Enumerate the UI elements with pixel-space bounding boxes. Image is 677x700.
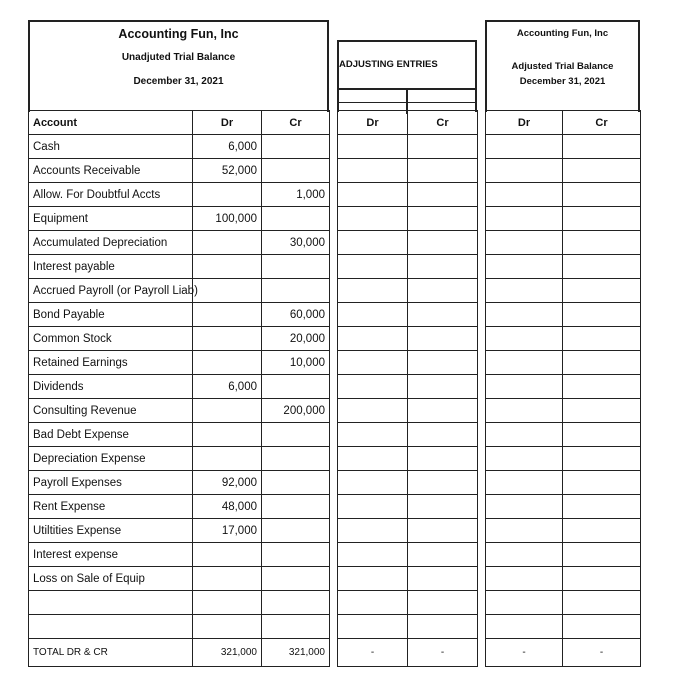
adjusting-dr-cell[interactable] [338, 351, 408, 375]
table-row [29, 495, 330, 519]
adjusting-title: ADJUSTING ENTRIES [339, 59, 438, 70]
adjusting-dr-cell[interactable] [338, 183, 408, 207]
unadjusted-cr-cell [262, 255, 330, 279]
unadjusted-cr-cell [262, 471, 330, 495]
table-row [486, 447, 641, 471]
adjusting-header [337, 40, 477, 112]
adjusted-dr-cell[interactable] [486, 447, 563, 471]
account-name: Common Stock [29, 327, 193, 351]
left-report-date: December 31, 2021 [133, 76, 224, 87]
adjusted-cr-cell[interactable] [563, 447, 641, 471]
adjusting-cr-cell[interactable] [408, 135, 478, 159]
table-row [29, 207, 330, 231]
account-name: Rent Expense [29, 495, 193, 519]
table-row [486, 183, 641, 207]
adjusting-cr-cell[interactable] [408, 567, 478, 591]
account-name [29, 615, 193, 639]
table-row [338, 567, 478, 591]
table-row [486, 471, 641, 495]
table-row [486, 423, 641, 447]
unadjusted-cr-cell [262, 591, 330, 615]
adj-cr-header: Cr [408, 111, 478, 135]
adjusted-dr-cell[interactable] [486, 135, 563, 159]
table-row [338, 399, 478, 423]
adjusting-cr-cell[interactable] [408, 543, 478, 567]
adjusted-dr-cell[interactable] [486, 543, 563, 567]
adjusted-total-cr: - [563, 639, 641, 667]
right-report-title: Adjusted Trial Balance [511, 61, 614, 72]
table-row [29, 327, 330, 351]
adjusting-dr-cell[interactable] [338, 591, 408, 615]
adjusting-cr-cell[interactable] [408, 471, 478, 495]
unadjusted-cr-cell: 10,000 [262, 351, 330, 375]
adjusting-cr-cell[interactable] [408, 591, 478, 615]
adjusted-cr-cell[interactable] [563, 279, 641, 303]
unadjusted-dr-cell [193, 615, 262, 639]
unadjusted-header [28, 20, 329, 112]
account-name: Dividends [29, 375, 193, 399]
adjusted-dr-cell[interactable] [486, 423, 563, 447]
adjusting-total-dr: - [338, 639, 408, 667]
left-cr-header: Cr [262, 111, 330, 135]
table-row [29, 255, 330, 279]
adjusted-cr-cell[interactable] [563, 471, 641, 495]
unadjusted-dr-cell: 6,000 [193, 135, 262, 159]
account-name: Equipment [29, 207, 193, 231]
right-column-headers [486, 111, 641, 135]
adjusting-dr-cell[interactable] [338, 567, 408, 591]
adjusted-dr-cell[interactable] [486, 471, 563, 495]
table-row [486, 375, 641, 399]
table-row [486, 399, 641, 423]
adjusted-cr-cell[interactable] [563, 303, 641, 327]
table-row [338, 447, 478, 471]
totals-row [486, 639, 641, 667]
adjusted-cr-cell[interactable] [563, 255, 641, 279]
adjusted-cr-cell[interactable] [563, 423, 641, 447]
adjusted-dr-cell[interactable] [486, 255, 563, 279]
table-row [29, 351, 330, 375]
account-name: Bond Payable [29, 303, 193, 327]
adjusting-dr-cell[interactable] [338, 207, 408, 231]
adjusting-cr-cell[interactable] [408, 279, 478, 303]
table-row [338, 519, 478, 543]
account-name: Consulting Revenue [29, 399, 193, 423]
account-name: Utiltities Expense [29, 519, 193, 543]
adjusted-cr-cell[interactable] [563, 495, 641, 519]
adjusting-cr-cell[interactable] [408, 519, 478, 543]
table-row [338, 255, 478, 279]
table-row [29, 183, 330, 207]
table-row [486, 279, 641, 303]
table-row [486, 207, 641, 231]
adjusting-dr-cell[interactable] [338, 399, 408, 423]
adjusted-cr-cell[interactable] [563, 399, 641, 423]
totals-row [338, 639, 478, 667]
table-row [338, 591, 478, 615]
table-row [338, 207, 478, 231]
unadjusted-cr-cell [262, 495, 330, 519]
unadjusted-cr-cell [262, 567, 330, 591]
adjusting-cr-cell[interactable] [408, 375, 478, 399]
atb-dr-header: Dr [486, 111, 563, 135]
adjusted-dr-cell[interactable] [486, 231, 563, 255]
unadjusted-cr-cell: 30,000 [262, 231, 330, 255]
adjusted-cr-cell[interactable] [563, 207, 641, 231]
adjusting-cr-cell[interactable] [408, 303, 478, 327]
table-row [29, 159, 330, 183]
adjusted-cr-cell[interactable] [563, 519, 641, 543]
unadjusted-trial-balance-table [28, 110, 330, 667]
unadjusted-dr-cell: 100,000 [193, 207, 262, 231]
account-name: Bad Debt Expense [29, 423, 193, 447]
table-row [486, 135, 641, 159]
adjusted-cr-cell[interactable] [563, 615, 641, 639]
adjusting-dr-cell[interactable] [338, 135, 408, 159]
mid-column-headers [338, 111, 478, 135]
table-row [338, 543, 478, 567]
adjusted-cr-cell[interactable] [563, 591, 641, 615]
table-row [338, 471, 478, 495]
table-row [486, 615, 641, 639]
adjusting-cr-cell[interactable] [408, 447, 478, 471]
account-name: Accumulated Depreciation [29, 231, 193, 255]
account-name [29, 591, 193, 615]
unadjusted-dr-cell [193, 327, 262, 351]
unadjusted-dr-cell [193, 351, 262, 375]
adjusted-dr-cell[interactable] [486, 615, 563, 639]
table-row [29, 231, 330, 255]
adjusting-cr-cell[interactable] [408, 183, 478, 207]
adjusting-cr-cell[interactable] [408, 351, 478, 375]
account-name: Loss on Sale of Equip [29, 567, 193, 591]
unadjusted-dr-cell [193, 279, 262, 303]
adjusted-dr-cell[interactable] [486, 327, 563, 351]
adjusted-cr-cell[interactable] [563, 183, 641, 207]
table-row [486, 591, 641, 615]
table-row [29, 279, 330, 303]
unadjusted-cr-cell [262, 615, 330, 639]
right-company-name: Accounting Fun, Inc [516, 28, 609, 39]
unadjusted-dr-cell [193, 447, 262, 471]
adjusted-cr-cell[interactable] [563, 231, 641, 255]
table-row [338, 279, 478, 303]
adjusting-dr-cell[interactable] [338, 231, 408, 255]
adjusted-cr-cell[interactable] [563, 327, 641, 351]
adjusting-dr-cell[interactable] [338, 255, 408, 279]
adjusting-total-cr: - [408, 639, 478, 667]
table-row [29, 471, 330, 495]
adjusted-dr-cell[interactable] [486, 207, 563, 231]
adjusting-entries-table [337, 110, 478, 667]
table-row [338, 183, 478, 207]
adjusted-dr-cell[interactable] [486, 567, 563, 591]
table-row [338, 615, 478, 639]
table-row [486, 543, 641, 567]
atb-cr-header: Cr [563, 111, 641, 135]
adjusted-dr-cell[interactable] [486, 303, 563, 327]
adjusting-cr-cell[interactable] [408, 327, 478, 351]
adjusting-cr-cell[interactable] [408, 399, 478, 423]
adj-dr-header: Dr [338, 111, 408, 135]
unadjusted-cr-cell [262, 375, 330, 399]
adjusted-total-dr: - [486, 639, 563, 667]
unadjusted-dr-cell [193, 183, 262, 207]
adjusting-dr-cell[interactable] [338, 543, 408, 567]
table-row [338, 351, 478, 375]
adjusted-dr-cell[interactable] [486, 519, 563, 543]
table-row [486, 159, 641, 183]
adjusting-dr-cell[interactable] [338, 375, 408, 399]
left-company-name: Accounting Fun, Inc [118, 27, 239, 41]
adjusted-dr-cell[interactable] [486, 399, 563, 423]
account-name: Allow. For Doubtful Accts [29, 183, 193, 207]
account-name: Depreciation Expense [29, 447, 193, 471]
table-row [486, 351, 641, 375]
account-name: Interest payable [29, 255, 193, 279]
unadjusted-dr-cell [193, 543, 262, 567]
table-row [29, 303, 330, 327]
table-row [338, 327, 478, 351]
table-row [338, 303, 478, 327]
account-header: Account [29, 111, 193, 135]
table-row [29, 567, 330, 591]
adjusting-dr-cell[interactable] [338, 279, 408, 303]
adjusting-dr-cell[interactable] [338, 519, 408, 543]
adjusting-dr-cell[interactable] [338, 495, 408, 519]
adjusting-cr-cell[interactable] [408, 495, 478, 519]
table-row [338, 159, 478, 183]
table-row [29, 543, 330, 567]
total-dr: 321,000 [193, 639, 262, 667]
adjusting-cr-cell[interactable] [408, 159, 478, 183]
unadjusted-dr-cell [193, 423, 262, 447]
table-row [29, 375, 330, 399]
account-name: Accrued Payroll (or Payroll Liab) [29, 279, 193, 303]
adjusting-cr-cell[interactable] [408, 207, 478, 231]
adjusting-dr-cell[interactable] [338, 159, 408, 183]
adjusting-cr-cell[interactable] [408, 423, 478, 447]
table-row [486, 303, 641, 327]
unadjusted-cr-cell: 60,000 [262, 303, 330, 327]
account-name: Retained Earnings [29, 351, 193, 375]
unadjusted-cr-cell [262, 135, 330, 159]
adjusted-cr-cell[interactable] [563, 543, 641, 567]
unadjusted-cr-cell [262, 447, 330, 471]
total-cr: 321,000 [262, 639, 330, 667]
totals-row [29, 639, 330, 667]
table-row [338, 495, 478, 519]
unadjusted-dr-cell: 52,000 [193, 159, 262, 183]
adjusted-dr-cell[interactable] [486, 351, 563, 375]
totals-label: TOTAL DR & CR [29, 639, 193, 667]
unadjusted-dr-cell [193, 399, 262, 423]
unadjusted-cr-cell: 200,000 [262, 399, 330, 423]
table-row [29, 615, 330, 639]
table-row [486, 567, 641, 591]
unadjusted-cr-cell [262, 207, 330, 231]
adjusted-header [485, 20, 640, 112]
adjusted-cr-cell[interactable] [563, 159, 641, 183]
adjusting-cr-cell[interactable] [408, 231, 478, 255]
adjusted-dr-cell[interactable] [486, 375, 563, 399]
table-row [486, 255, 641, 279]
adjusting-dr-cell[interactable] [338, 615, 408, 639]
table-row [486, 519, 641, 543]
table-row [29, 399, 330, 423]
table-row [29, 135, 330, 159]
adjusting-cr-cell[interactable] [408, 255, 478, 279]
table-row [29, 591, 330, 615]
unadjusted-dr-cell: 6,000 [193, 375, 262, 399]
right-report-date: December 31, 2021 [519, 76, 606, 87]
account-name: Interest expense [29, 543, 193, 567]
adjusted-dr-cell[interactable] [486, 159, 563, 183]
account-name: Accounts Receivable [29, 159, 193, 183]
adjusted-cr-cell[interactable] [563, 375, 641, 399]
adjusted-dr-cell[interactable] [486, 591, 563, 615]
unadjusted-dr-cell [193, 231, 262, 255]
table-row [486, 327, 641, 351]
account-name: Payroll Expenses [29, 471, 193, 495]
table-row [338, 231, 478, 255]
unadjusted-dr-cell [193, 303, 262, 327]
adjusted-cr-cell[interactable] [563, 351, 641, 375]
table-row [338, 135, 478, 159]
table-row [338, 423, 478, 447]
table-row [29, 519, 330, 543]
unadjusted-dr-cell: 17,000 [193, 519, 262, 543]
unadjusted-dr-cell [193, 255, 262, 279]
adjusted-dr-cell[interactable] [486, 495, 563, 519]
adjusting-dr-cell[interactable] [338, 471, 408, 495]
table-row [29, 447, 330, 471]
table-row [29, 423, 330, 447]
unadjusted-cr-cell [262, 279, 330, 303]
table-row [486, 231, 641, 255]
adjusting-dr-cell[interactable] [338, 327, 408, 351]
unadjusted-cr-cell [262, 519, 330, 543]
left-column-headers [29, 111, 330, 135]
left-report-title: Unadjuted Trial Balance [121, 52, 236, 63]
adjusted-cr-cell[interactable] [563, 567, 641, 591]
unadjusted-dr-cell: 48,000 [193, 495, 262, 519]
adjusting-cr-cell[interactable] [408, 615, 478, 639]
unadjusted-cr-cell [262, 159, 330, 183]
unadjusted-dr-cell [193, 567, 262, 591]
unadjusted-cr-cell: 20,000 [262, 327, 330, 351]
adjusting-dr-cell[interactable] [338, 303, 408, 327]
table-row [486, 495, 641, 519]
unadjusted-dr-cell: 92,000 [193, 471, 262, 495]
adjusting-dr-cell[interactable] [338, 447, 408, 471]
unadjusted-cr-cell [262, 543, 330, 567]
adjusted-trial-balance-table [485, 110, 641, 667]
unadjusted-cr-cell [262, 423, 330, 447]
unadjusted-cr-cell: 1,000 [262, 183, 330, 207]
table-row [338, 375, 478, 399]
left-dr-header: Dr [193, 111, 262, 135]
adjusting-dr-cell[interactable] [338, 423, 408, 447]
account-name: Cash [29, 135, 193, 159]
adjusted-dr-cell[interactable] [486, 279, 563, 303]
unadjusted-dr-cell [193, 591, 262, 615]
adjusted-cr-cell[interactable] [563, 135, 641, 159]
adjusted-dr-cell[interactable] [486, 183, 563, 207]
